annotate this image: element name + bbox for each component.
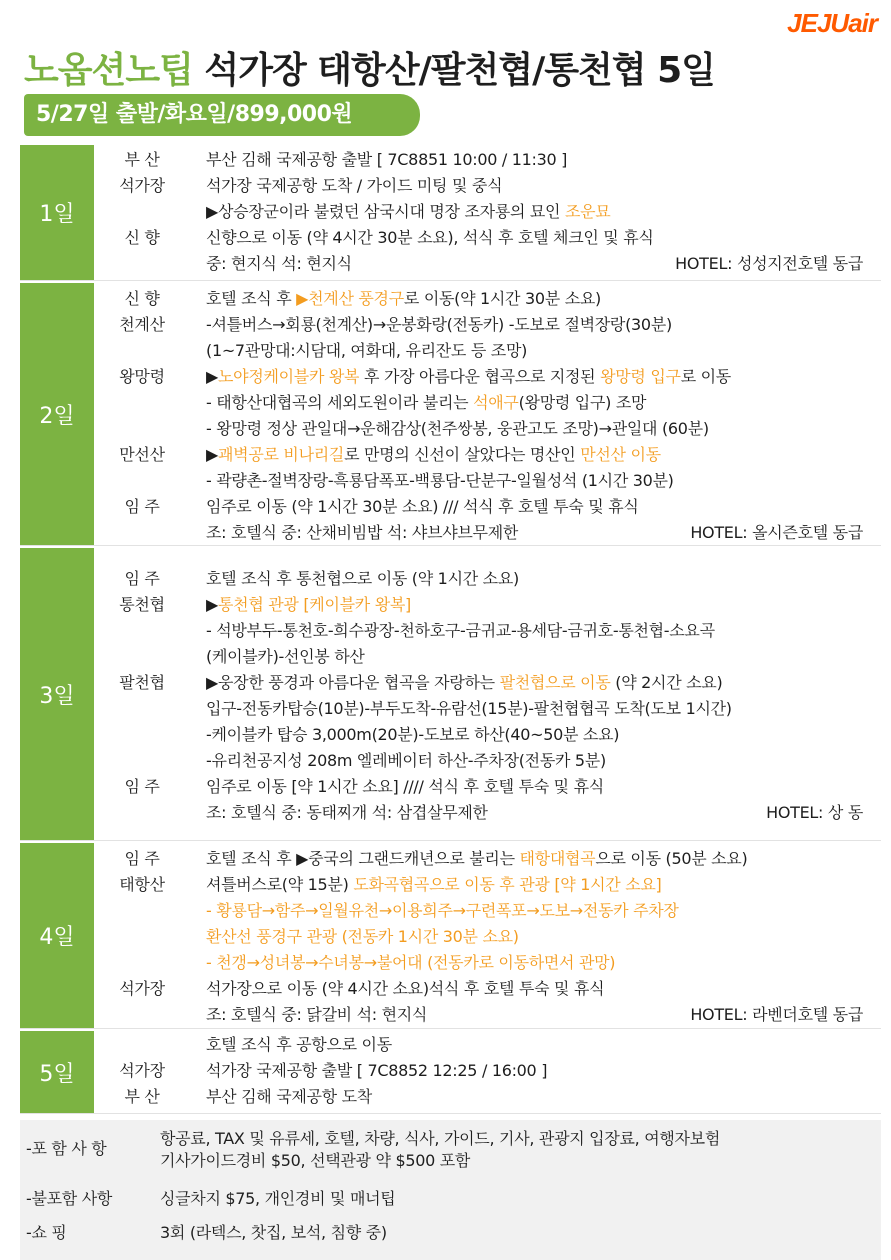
day-label: 1일 bbox=[20, 145, 94, 280]
itinerary-row bbox=[20, 1058, 881, 1084]
itinerary-row bbox=[20, 416, 881, 442]
schedule-text bbox=[206, 924, 869, 950]
itinerary-row bbox=[20, 338, 881, 364]
day-label: 3일 bbox=[20, 548, 94, 840]
itinerary-row bbox=[20, 670, 881, 696]
itinerary-row bbox=[20, 800, 881, 826]
itinerary-row bbox=[20, 286, 881, 312]
highlight-text: - 황룡담→함주→일월유천→이용희주→구련폭포→도보→전동카 주차장 bbox=[206, 901, 679, 920]
text-segment: ▶상승장군이라 불렸던 삼국시대 명장 조자룡의 묘인 bbox=[206, 202, 565, 221]
city-label: 석가장 bbox=[119, 1061, 165, 1080]
city-label: 부 산 bbox=[124, 150, 160, 169]
text-segment: (왕망령 입구) 조망 bbox=[518, 393, 647, 412]
info-line: 기사가이드경비 $50, 선택관광 약 $500 포함 bbox=[160, 1151, 471, 1170]
page-title bbox=[24, 42, 715, 93]
schedule-text bbox=[206, 618, 869, 644]
title-highlight: 노옵션노팁 bbox=[24, 50, 193, 91]
city-label: 부 산 bbox=[124, 1087, 160, 1106]
text-segment: -케이블카 탑승 3,000m(20분)-도보로 하산(40~50분 소요) bbox=[206, 725, 620, 744]
city-label: 태항산 bbox=[119, 875, 165, 894]
city-label: 천계산 bbox=[119, 315, 165, 334]
itinerary-row bbox=[20, 312, 881, 338]
itinerary-row bbox=[20, 147, 881, 173]
text-segment: 부산 김해 국제공항 출발 [ 7C8851 10:00 / 11:30 ] bbox=[206, 150, 568, 169]
info-value bbox=[160, 1188, 875, 1210]
schedule-text bbox=[206, 696, 869, 722]
city-label: 석가장 bbox=[119, 979, 165, 998]
text-segment: ▶ bbox=[206, 595, 219, 614]
schedule-text bbox=[206, 416, 869, 442]
info-label: -불포함 사항 bbox=[26, 1189, 113, 1208]
itinerary-row bbox=[20, 566, 881, 592]
city-label: 석가장 bbox=[119, 176, 165, 195]
text-segment: 로 만명의 신선이 살았다는 명산인 bbox=[344, 445, 581, 464]
jejuair-logo: JEJUair bbox=[787, 8, 877, 38]
schedule-text bbox=[206, 1084, 869, 1110]
text-segment: 호텔 조식 후 bbox=[206, 289, 297, 308]
hotel-info: HOTEL: 라벤더호텔 동급 bbox=[690, 1005, 863, 1024]
itinerary-row bbox=[20, 722, 881, 748]
title-main: 석가장 태항산/팔천협/통천협 5일 bbox=[192, 50, 715, 91]
schedule-text bbox=[206, 898, 869, 924]
schedule-text bbox=[206, 976, 869, 1002]
schedule-text bbox=[206, 670, 869, 696]
schedule-text bbox=[206, 644, 869, 670]
itinerary-row bbox=[20, 1084, 881, 1110]
highlight-text: 조운묘 bbox=[565, 202, 611, 221]
text-segment: ▶ bbox=[206, 445, 219, 464]
text-segment: 입구-전동카탑승(10분)-부두도착-유람선(15분)-팔천협협곡 도착(도보 1시간) bbox=[206, 699, 732, 718]
schedule-text bbox=[206, 722, 869, 748]
text-segment: 으로 이동 (50분 소요) bbox=[595, 849, 748, 868]
highlight-text: ▶천계산 풍경구 bbox=[296, 289, 404, 308]
text-segment: 로 이동(약 1시간 30분 소요) bbox=[403, 289, 601, 308]
schedule-text bbox=[206, 312, 869, 338]
itinerary-row bbox=[20, 644, 881, 670]
schedule-text bbox=[206, 748, 869, 774]
schedule-text bbox=[206, 225, 869, 251]
info-line: 싱글차지 $75, 개인경비 및 매너팁 bbox=[160, 1189, 396, 1208]
info-label: -쇼 핑 bbox=[26, 1223, 67, 1242]
text-segment: - 곽량촌-절벽장랑-흑룡담폭포-백룡담-단분구-일월성석 (1시간 30분) bbox=[206, 471, 674, 490]
schedule-text bbox=[206, 1058, 869, 1084]
text-segment: (케이블카)-선인봉 하산 bbox=[206, 647, 365, 666]
highlight-text: 태항대협곡 bbox=[519, 849, 596, 868]
highlight-text: 왕망령 입구 bbox=[600, 367, 681, 386]
schedule-text bbox=[206, 1032, 869, 1058]
highlight-text: - 천갱→성녀봉→수녀봉→불어대 (전동카로 이동하면서 관망) bbox=[206, 953, 616, 972]
highlight-text: 팔천협으로 이동 bbox=[499, 673, 611, 692]
itinerary-row bbox=[20, 520, 881, 546]
text-segment: 중: 현지식 석: 현지식 bbox=[206, 254, 352, 273]
schedule-text bbox=[206, 872, 869, 898]
text-segment: 호텔 조식 후 통천협으로 이동 (약 1시간 소요) bbox=[206, 569, 519, 588]
schedule-text bbox=[206, 442, 869, 468]
highlight-text: 노야정케이블카 왕복 bbox=[218, 367, 360, 386]
text-segment: ▶웅장한 풍경과 아름다운 협곡을 자랑하는 bbox=[206, 673, 500, 692]
schedule-text bbox=[206, 364, 869, 390]
itinerary-row bbox=[20, 774, 881, 800]
itinerary-row bbox=[20, 846, 881, 872]
schedule-text bbox=[206, 566, 869, 592]
text-segment: (1~7관망대:시담대, 여화대, 유리잔도 등 조망) bbox=[206, 341, 528, 360]
info-label: -포 함 사 항 bbox=[26, 1139, 107, 1158]
schedule-text bbox=[206, 286, 869, 312]
info-line: 3회 (라텍스, 찻집, 보석, 침향 중) bbox=[160, 1223, 387, 1242]
schedule-text bbox=[206, 774, 869, 800]
highlight-text: 만선산 이동 bbox=[580, 445, 661, 464]
itinerary-row bbox=[20, 442, 881, 468]
day-block bbox=[20, 843, 881, 1029]
text-segment: 석가장 국제공항 출발 [ 7C8852 12:25 / 16:00 ] bbox=[206, 1061, 548, 1080]
city-label: 신 향 bbox=[124, 289, 160, 308]
itinerary-row bbox=[20, 618, 881, 644]
city-label: 신 향 bbox=[124, 228, 160, 247]
city-label: 팔천협 bbox=[119, 673, 165, 692]
text-segment: 조: 호텔식 중: 닭갈비 석: 현지식 bbox=[206, 1005, 428, 1024]
hotel-info: HOTEL: 성성지전호텔 동급 bbox=[675, 254, 863, 273]
itinerary-row bbox=[20, 364, 881, 390]
day-label: 5일 bbox=[20, 1031, 94, 1113]
schedule-text bbox=[206, 494, 869, 520]
day-block bbox=[20, 548, 881, 841]
highlight-text: 환산선 풍경구 관광 (전동카 1시간 30분 소요) bbox=[206, 927, 519, 946]
city-label: 임 주 bbox=[124, 569, 160, 588]
text-segment: 조: 호텔식 중: 산채비빔밥 석: 샤브샤브무제한 bbox=[206, 523, 519, 542]
itinerary-row bbox=[20, 468, 881, 494]
text-segment: 부산 김해 국제공항 도착 bbox=[206, 1087, 372, 1106]
itinerary-row bbox=[20, 898, 881, 924]
itinerary-row bbox=[20, 1032, 881, 1058]
text-segment: 석가장으로 이동 (약 4시간 소요)석식 후 호텔 투숙 및 휴식 bbox=[206, 979, 605, 998]
itinerary-row bbox=[20, 199, 881, 225]
text-segment: 임주로 이동 [약 1시간 소요] //// 석식 후 호텔 투숙 및 휴식 bbox=[206, 777, 604, 796]
city-label: 통천협 bbox=[119, 595, 165, 614]
city-label: 임 주 bbox=[124, 777, 160, 796]
itinerary-row bbox=[20, 390, 881, 416]
hotel-info: HOTEL: 상 동 bbox=[766, 803, 863, 822]
text-segment: 호텔 조식 후 공항으로 이동 bbox=[206, 1035, 392, 1054]
itinerary-row bbox=[20, 748, 881, 774]
itinerary-row bbox=[20, 924, 881, 950]
day-label: 4일 bbox=[20, 843, 94, 1028]
day-label: 2일 bbox=[20, 283, 94, 545]
schedule-text bbox=[206, 390, 869, 416]
text-segment: 호텔 조식 후 ▶중국의 그랜드캐년으로 불리는 bbox=[206, 849, 520, 868]
schedule-text bbox=[206, 468, 869, 494]
hotel-info: HOTEL: 올시즌호텔 동급 bbox=[690, 523, 863, 542]
day-block bbox=[20, 283, 881, 546]
text-segment: 조: 호텔식 중: 동태찌개 석: 삼겹살무제한 bbox=[206, 803, 488, 822]
text-segment: -유리천공지성 208m 엘레베이터 하산-주차장(전동카 5분) bbox=[206, 751, 606, 770]
city-label: 만선산 bbox=[119, 445, 165, 464]
itinerary-row bbox=[20, 976, 881, 1002]
text-segment: - 석방부두-통천호-희수광장-천하호구-금귀교-용세담-금귀호-통천협-소요곡 bbox=[206, 621, 715, 640]
schedule-text bbox=[206, 173, 869, 199]
day-block bbox=[20, 145, 881, 281]
info-line: 항공료, TAX 및 유류세, 호텔, 차량, 식사, 가이드, 기사, 관광지 입장료, 여행자보험 bbox=[160, 1129, 720, 1148]
text-segment: (약 2시간 소요) bbox=[610, 673, 723, 692]
itinerary-row bbox=[20, 592, 881, 618]
schedule-text bbox=[206, 846, 869, 872]
schedule-text bbox=[206, 147, 869, 173]
itinerary-row bbox=[20, 1002, 881, 1028]
text-segment: 임주로 이동 (약 1시간 30분 소요) /// 석식 후 호텔 투숙 및 휴식 bbox=[206, 497, 639, 516]
info-box bbox=[20, 1120, 881, 1260]
text-segment: -셔틀버스→회룡(천계산)→운봉화랑(전동카) -도보로 절벽장랑(30분) bbox=[206, 315, 672, 334]
itinerary-row bbox=[20, 494, 881, 520]
schedule-text bbox=[206, 199, 869, 225]
itinerary-row bbox=[20, 872, 881, 898]
day-block bbox=[20, 1031, 881, 1114]
highlight-text: 괘벽공로 비나리길 bbox=[218, 445, 345, 464]
highlight-text: 석애구 bbox=[473, 393, 519, 412]
departure-banner: 5/27일 출발/화요일/899,000원 bbox=[24, 94, 420, 136]
highlight-text: 통천협 관광 [케이블카 왕복] bbox=[218, 595, 411, 614]
schedule-text bbox=[206, 950, 869, 976]
text-segment: ▶ bbox=[206, 367, 219, 386]
text-segment: - 왕망령 정상 관일대→운해감상(천주쌍봉, 웅관고도 조망)→관일대 (60분) bbox=[206, 419, 709, 438]
city-label: 임 주 bbox=[124, 497, 160, 516]
schedule-text bbox=[206, 592, 869, 618]
itinerary-row bbox=[20, 225, 881, 251]
info-value bbox=[160, 1222, 875, 1244]
highlight-text: 도화곡협곡으로 이동 후 관광 [약 1시간 소요] bbox=[353, 875, 662, 894]
city-label: 임 주 bbox=[124, 849, 160, 868]
info-value bbox=[160, 1128, 875, 1172]
itinerary-row bbox=[20, 696, 881, 722]
text-segment: 석가장 국제공항 도착 / 가이드 미팅 및 중식 bbox=[206, 176, 503, 195]
itinerary-row bbox=[20, 950, 881, 976]
text-segment: 로 이동 bbox=[680, 367, 731, 386]
city-label: 왕망령 bbox=[119, 367, 165, 386]
text-segment: 후 가장 아름다운 협곡으로 지정된 bbox=[359, 367, 601, 386]
text-segment: 셔틀버스로(약 15분) bbox=[206, 875, 354, 894]
text-segment: - 태항산대협곡의 세외도원이라 불리는 bbox=[206, 393, 474, 412]
schedule-text bbox=[206, 338, 869, 364]
itinerary-row bbox=[20, 251, 881, 277]
itinerary-row bbox=[20, 173, 881, 199]
text-segment: 신향으로 이동 (약 4시간 30분 소요), 석식 후 호텔 체크인 및 휴식 bbox=[206, 228, 654, 247]
